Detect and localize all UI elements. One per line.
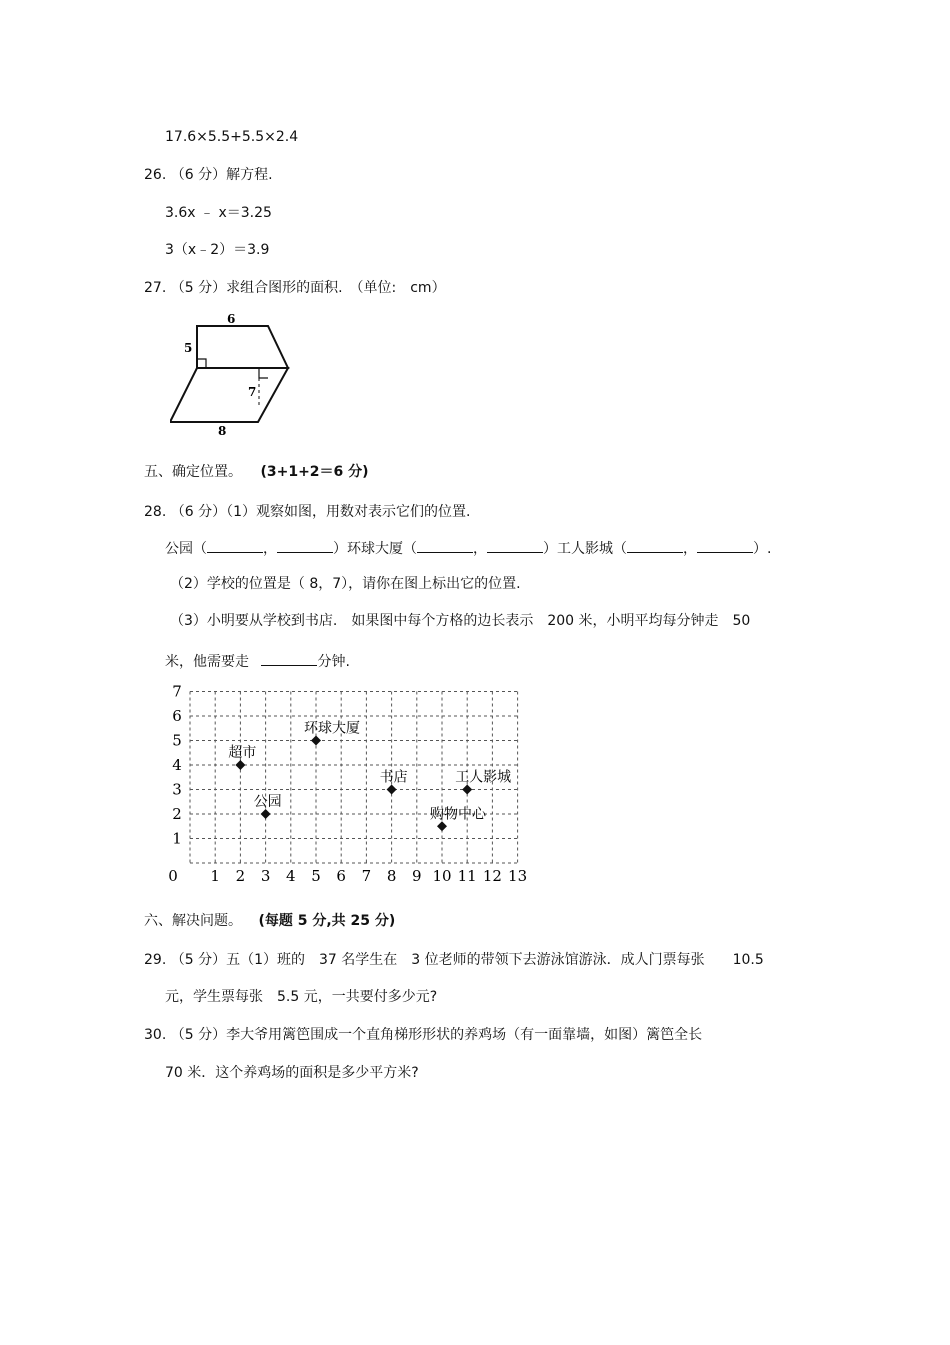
park-blank-x[interactable] bbox=[207, 538, 263, 553]
x-tick-label: 4 bbox=[286, 867, 296, 885]
place-label: 环球大厦 bbox=[304, 720, 360, 737]
line-end: ）. bbox=[753, 541, 772, 557]
gongren-blank-x[interactable] bbox=[627, 538, 683, 553]
place-label: 书店 bbox=[379, 769, 408, 786]
place-label: 购物中心 bbox=[430, 806, 486, 823]
place-label: 超市 bbox=[228, 745, 257, 761]
coordinate-grid-figure bbox=[165, 683, 545, 893]
shape-bottom-label: 8 bbox=[218, 424, 227, 438]
question-28: 28. （6 分）（1）观察如图，用数对表示它们的位置. bbox=[144, 504, 471, 520]
huanqiu-label: ）环球大厦（ bbox=[333, 541, 417, 557]
y-tick-label: 3 bbox=[172, 780, 182, 799]
x-tick-label: 8 bbox=[386, 867, 397, 885]
question-30-cont: 70 米．这个养鸡场的面积是多少平方米? bbox=[165, 1065, 419, 1081]
y-tick-label: 7 bbox=[172, 683, 182, 701]
place-marker bbox=[261, 809, 271, 819]
park-label: 公园（ bbox=[165, 541, 207, 557]
question-29-cont: 元，学生票每张 5.5 元，一共要付多少元? bbox=[165, 989, 438, 1005]
section-6-title: 六、解决问题。 bbox=[144, 913, 242, 929]
place-label: 工人影城 bbox=[455, 769, 512, 786]
walk-label: 米，他需要走 bbox=[165, 654, 249, 670]
x-tick-label: 0 bbox=[168, 867, 178, 885]
x-tick-label: 3 bbox=[260, 867, 271, 885]
equation-2: 3（x﹣2）＝3.9 bbox=[165, 242, 270, 258]
x-tick-label: 13 bbox=[508, 867, 528, 885]
expression-line: 17.6×5.5+5.5×2.4 bbox=[165, 129, 299, 145]
gongren-blank-y[interactable] bbox=[697, 538, 753, 553]
equation-1: 3.6x ﹣ x＝3.25 bbox=[165, 205, 272, 221]
y-tick-label: 4 bbox=[172, 756, 182, 774]
shape-left-label: 5 bbox=[184, 341, 193, 355]
question-28-part-2: （2）学校的位置是（ 8，7），请你在图上标出它的位置. bbox=[170, 576, 521, 592]
huanqiu-blank-y[interactable] bbox=[487, 538, 543, 553]
x-tick-label: 1 bbox=[210, 867, 220, 885]
y-tick-label: 2 bbox=[172, 805, 182, 823]
minutes-unit: 分钟. bbox=[317, 654, 350, 670]
comma: ， bbox=[263, 541, 277, 557]
x-tick-label: 12 bbox=[482, 867, 502, 885]
section-5-title: 五、确定位置。 bbox=[144, 464, 242, 480]
y-tick-label: 1 bbox=[172, 829, 182, 848]
x-tick-label: 9 bbox=[412, 867, 422, 885]
y-tick-label: 5 bbox=[172, 731, 182, 750]
place-marker bbox=[437, 821, 447, 831]
composite-shape-figure bbox=[170, 310, 310, 440]
place-marker bbox=[462, 785, 472, 795]
comma: ， bbox=[683, 541, 697, 557]
question-26: 26. （6 分）解方程. bbox=[144, 167, 273, 183]
place-marker bbox=[235, 760, 245, 770]
question-28-blanks bbox=[165, 538, 771, 558]
place-label: 公园 bbox=[253, 794, 282, 810]
shape-top-label: 6 bbox=[227, 312, 236, 326]
section-6-heading bbox=[144, 912, 395, 930]
x-tick-label: 7 bbox=[361, 867, 372, 885]
x-tick-label: 2 bbox=[235, 867, 246, 885]
comma: ， bbox=[473, 541, 487, 557]
minutes-blank[interactable] bbox=[261, 651, 317, 666]
question-30: 30. （5 分）李大爷用篱笆围成一个直角梯形形状的养鸡场（有一面靠墙，如图）篱笆全长 bbox=[144, 1027, 703, 1043]
x-tick-label: 10 bbox=[432, 867, 452, 885]
place-marker bbox=[311, 736, 321, 746]
y-tick-label: 6 bbox=[172, 707, 182, 725]
shape-height-label: 7 bbox=[248, 385, 257, 399]
x-tick-label: 11 bbox=[457, 867, 477, 885]
place-marker bbox=[387, 785, 397, 795]
x-tick-label: 5 bbox=[311, 867, 321, 885]
x-tick-label: 6 bbox=[336, 867, 346, 885]
question-28-part-3-cont bbox=[165, 651, 350, 671]
question-28-part-3: （3）小明要从学校到书店. 如果图中每个方格的边长表示 200 米，小明平均每分钟走 50 bbox=[170, 613, 751, 629]
park-blank-y[interactable] bbox=[277, 538, 333, 553]
section-5-heading bbox=[144, 463, 369, 481]
section-5-score: (3+1+2＝6 分) bbox=[260, 464, 369, 480]
huanqiu-blank-x[interactable] bbox=[417, 538, 473, 553]
section-6-score: (每题 5 分,共 25 分) bbox=[258, 913, 396, 929]
question-27: 27. （5 分）求组合图形的面积. （单位: cm） bbox=[144, 280, 446, 296]
gongren-label: ）工人影城（ bbox=[543, 541, 627, 557]
question-29: 29. （5 分）五（1）班的 37 名学生在 3 位老师的带领下去游泳馆游泳．成人门票每张 10.5 bbox=[144, 952, 764, 968]
